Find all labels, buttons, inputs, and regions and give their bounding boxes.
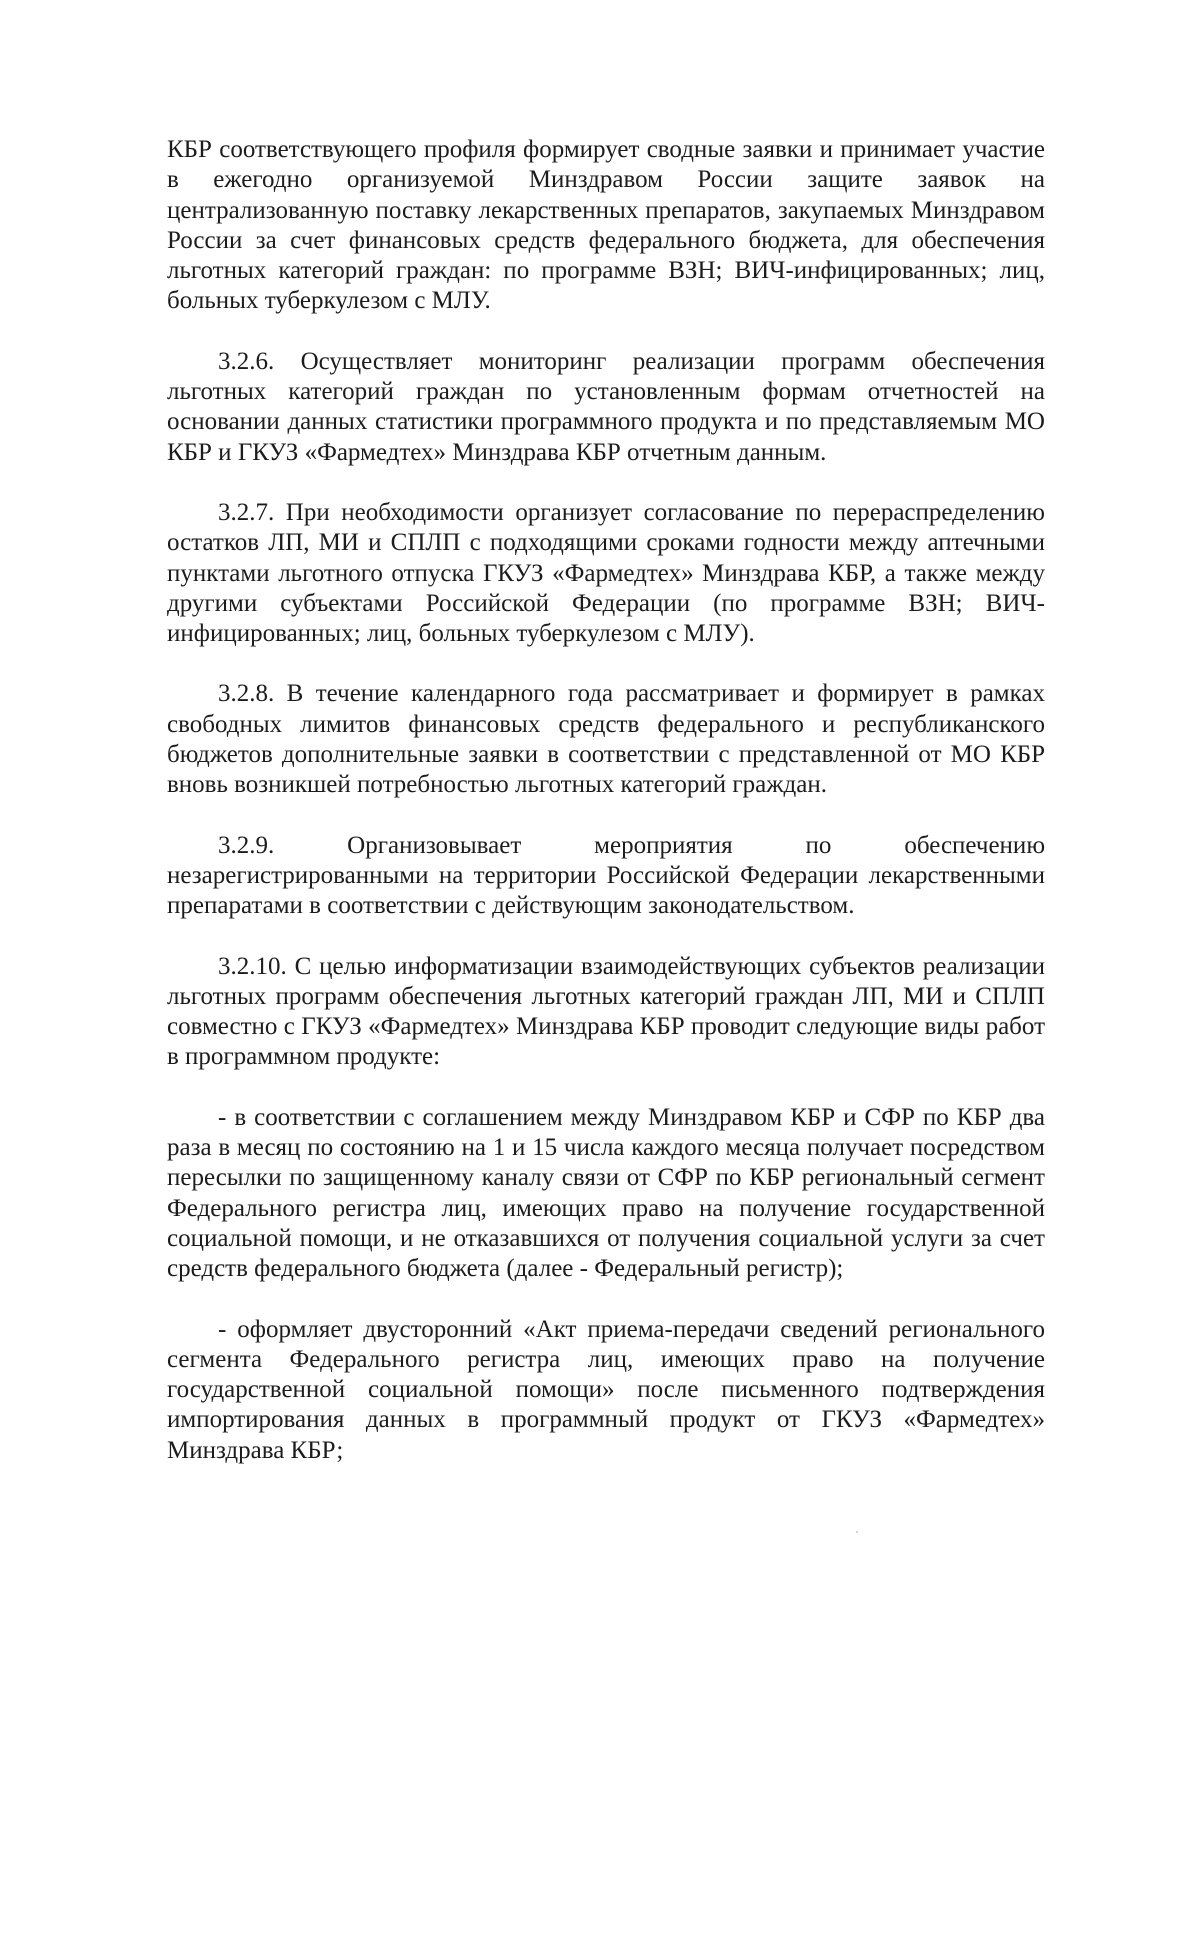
- scan-speck: [856, 1531, 858, 1533]
- document-body: [167, 135, 1045, 1466]
- paragraph-3-2-10: 3.2.10. С целью информатизации взаимодействующих субъектов реализации льготных программ обеспечения льготных категорий граждан ЛП, МИ и СПЛП совместно с ГКУЗ «Фармедтех» Минздрава КБР проводит следующие виды работ в программном продукте:: [167, 952, 1045, 1071]
- paragraph-3-2-7: 3.2.7. При необходимости организует согласование по перераспределению остатков ЛП, МИ и СПЛП с подходящими сроками годности между аптечными пунктами льготного отпуска ГКУЗ «Фармедтех» Минздрава КБР, а также между другими субъектами Российской Федерации (по программе ВЗН; ВИЧ-инфицированных; лиц, больных туберкулезом с МЛУ).: [167, 498, 1045, 648]
- paragraph-3-2-9: 3.2.9. Организовывает мероприятия по обеспечению незарегистрированными на территории Российской Федерации лекарственными препаратами в соответствии с действующим законодательством.: [167, 831, 1045, 920]
- list-item-federal-register: - в соответствии с соглашением между Минздравом КБР и СФР по КБР два раза в месяц по состоянию на 1 и 15 числа каждого месяца получает посредством пересылки по защищенному каналу связи от СФР по КБР региональный сегмент Федерального регистра лиц, имеющих право на получение государственной социальной помощи, и не отказавшихся от получения социальной услуги за счет средств федерального бюджета (далее - Федеральный регистр);: [167, 1103, 1045, 1283]
- paragraph-3-2-6: 3.2.6. Осуществляет мониторинг реализации программ обеспечения льготных категорий граждан по установленным формам отчетностей на основании данных статистики программного продукта и по представляемым МО КБР и ГКУЗ «Фармедтех» Минздрава КБР отчетным данным.: [167, 347, 1045, 466]
- paragraph-3-2-8: 3.2.8. В течение календарного года рассматривает и формирует в рамках свободных лимитов финансовых средств федерального и республиканского бюджетов дополнительные заявки в соответствии с представленной от МО КБР вновь возникшей потребностью льготных категорий граждан.: [167, 680, 1045, 799]
- list-item-transfer-act: - оформляет двусторонний «Акт приема-передачи сведений регионального сегмента Федерального регистра лиц, имеющих право на получение государственной социальной помощи» после письменного подтверждения импортирования данных в программный продукт от ГКУЗ «Фармедтех» Минздрава КБР;: [167, 1315, 1045, 1464]
- paragraph-continuation: КБР соответствующего профиля формирует сводные заявки и принимает участие в ежегодно организуемой Минздравом России защите заявок на централизованную поставку лекарственных препаратов, закупаемых Минздравом России за счет финансовых средств федерального бюджета, для обеспечения льготных категорий граждан: по программе ВЗН; ВИЧ-инфицированных; лиц, больных туберкулезом с МЛУ.: [167, 136, 1045, 315]
